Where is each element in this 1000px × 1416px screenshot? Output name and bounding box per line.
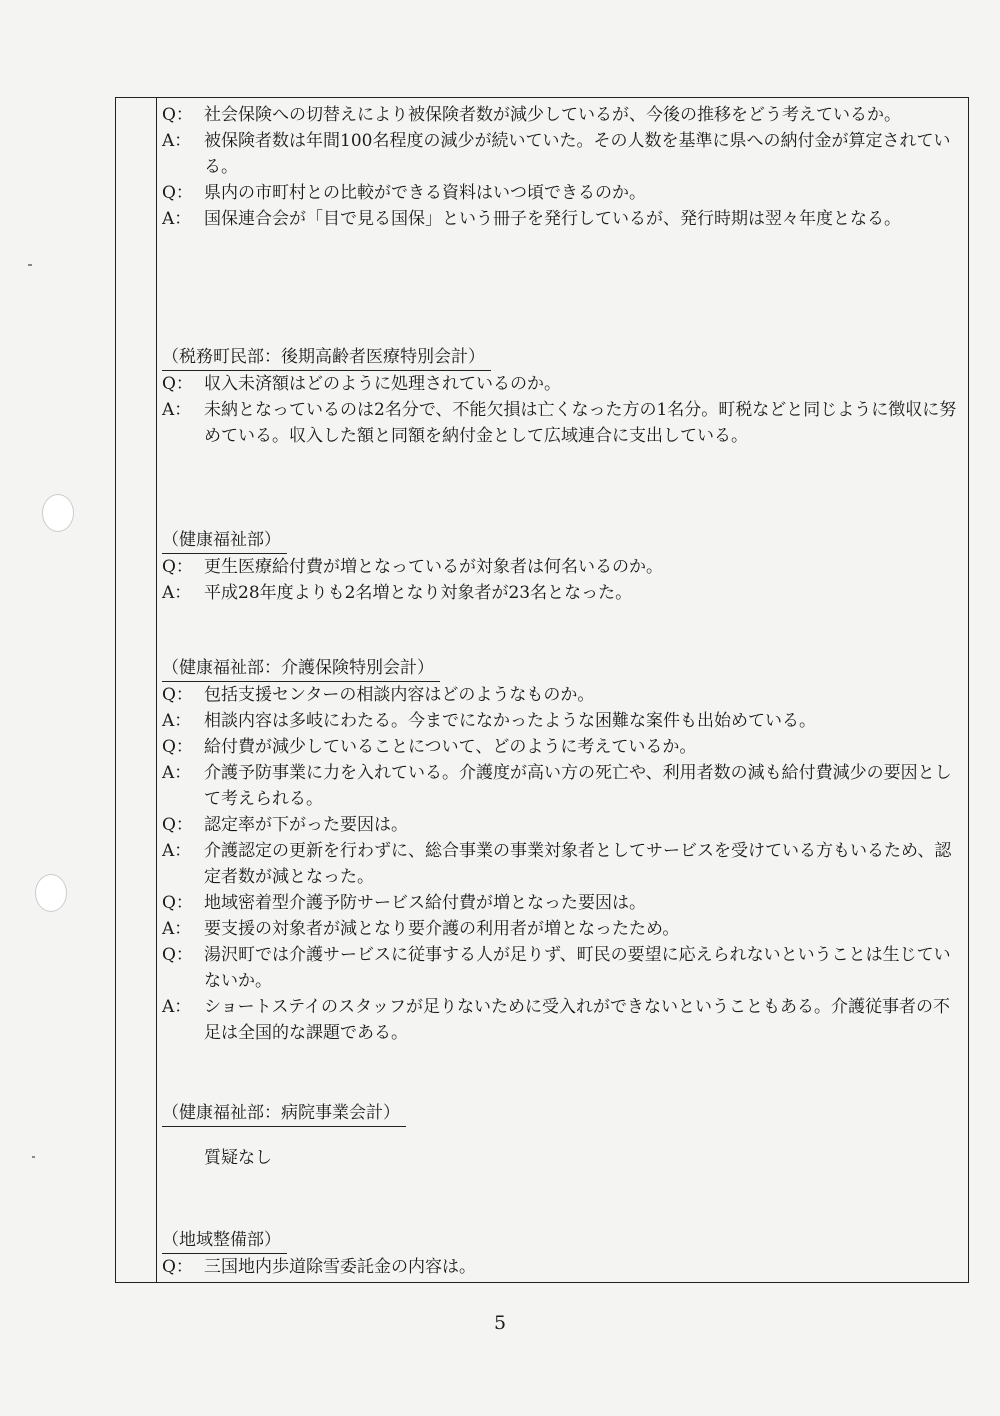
qa-item: Q： 県内の市町村との比較ができる資料はいつ頃できるのか。	[162, 183, 646, 203]
qa-item: Q： 認定率が下がった要因は。	[162, 815, 408, 835]
qa-item: A： 要支援の対象者が減となり要介護の利用者が増となったため。	[162, 919, 680, 939]
qa-item: A： 介護認定の更新を行わずに、総合事業の事業対象者としてサービスを受けている方もいるため、認定者数が減となった。	[162, 841, 952, 887]
qa-item: A： 平成28年度よりも2名増となり対象者が23名となった。	[162, 583, 633, 603]
minutes-table	[115, 97, 969, 1283]
qa-item: A： 相談内容は多岐にわたる。今までになかったような困難な案件も出始めている。	[162, 711, 816, 731]
qa-item: Q： 給付費が減少していることについて、どのように考えているか。	[162, 737, 697, 757]
qa-item: A： 国保連合会が「目で見る国保」という冊子を発行しているが、発行時期は翌々年度となる。	[162, 209, 901, 229]
section-heading: （健康福祉部：介護保険特別会計）	[162, 655, 440, 682]
punch-hole-top	[42, 494, 74, 532]
qa-item: Q： 地域密着型介護予防サービス給付費が増となった要因は。	[162, 893, 646, 913]
qa-item: Q： 社会保険への切替えにより被保険者数が減少しているが、今後の推移をどう考えているか。	[162, 105, 901, 125]
section-heading: （税務町民部：後期高齢者医療特別会計）	[162, 344, 491, 371]
section-heading: （地域整備部）	[162, 1227, 287, 1254]
section-health-welfare	[162, 527, 960, 606]
section-care-insurance	[162, 655, 960, 1046]
punch-hole-bottom	[35, 874, 67, 912]
section-tax	[162, 344, 960, 449]
section-hospital	[162, 1100, 960, 1171]
section-heading: （健康福祉部：病院事業会計）	[162, 1100, 406, 1127]
qa-item: A： 未納となっているのは2名分で、不能欠損は亡くなった方の1名分。町税などと同じように徴収に努めている。収入した額と同額を納付金として広域連合に支出している。	[162, 400, 957, 446]
no-questions-note: 質疑なし	[204, 1148, 272, 1168]
qa-item: Q： 三国地内歩道除雪委託金の内容は。	[162, 1257, 476, 1277]
qa-item: A： 被保険者数は年間100名程度の減少が続いていた。その人数を基準に県への納付金が算定されている。	[162, 131, 951, 177]
page-number: 5	[493, 1312, 507, 1334]
qa-item: Q： 更生医療給付費が増となっているが対象者は何名いるのか。	[162, 557, 663, 577]
scan-mark	[28, 264, 32, 266]
qa-item: Q： 湯沢町では介護サービスに従事する人が足りず、町民の要望に応えられないということは生じていないか。	[162, 945, 951, 991]
qa-item: A： ショートステイのスタッフが足りないために受入れができないということもある。介護従事者の不足は全国的な課題である。	[162, 997, 950, 1043]
left-column	[116, 98, 157, 1282]
qa-item: Q： 収入未済額はどのように処理されているのか。	[162, 374, 561, 394]
intro-block	[162, 102, 960, 232]
section-heading: （健康福祉部）	[162, 527, 287, 554]
section-regional-development	[162, 1227, 960, 1280]
scan-mark	[32, 1156, 35, 1158]
qa-item: A： 介護予防事業に力を入れている。介護度が高い方の死亡や、利用者数の減も給付費減少の要因として考えられる。	[162, 763, 952, 809]
qa-item: Q： 包括支援センターの相談内容はどのようなものか。	[162, 685, 595, 705]
